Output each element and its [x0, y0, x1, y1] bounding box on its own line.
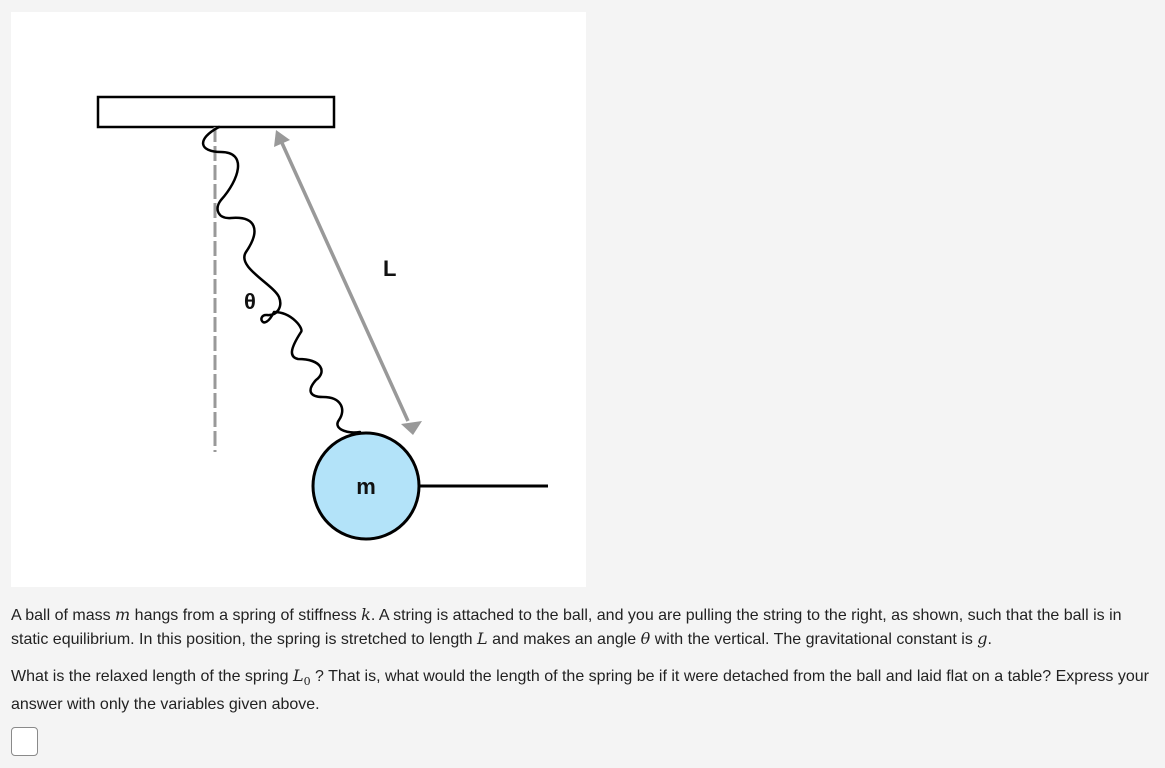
statement-text: with the vertical. The gravitational constant is — [650, 631, 978, 648]
relaxed-length-symbol: L — [292, 666, 304, 685]
question-text-part: What is the relaxed length of the spring — [11, 668, 293, 685]
length-arrow-head-bottom — [401, 421, 422, 435]
question-text-part: ? That is, what would the length of the spring be if it were detached from the ball and laid flat on a table? Express your answer with only the variables given above. — [11, 668, 1149, 714]
ceiling-support — [98, 97, 334, 127]
statement-text: and makes an angle — [487, 631, 641, 648]
angle-variable: θ — [640, 629, 651, 648]
mass-label: m — [356, 474, 376, 499]
length-arrow-shaft — [282, 143, 408, 421]
relaxed-length-variable — [292, 666, 311, 689]
angle-label: θ — [244, 289, 256, 314]
answer-input[interactable] — [11, 727, 38, 756]
figure-panel — [11, 12, 586, 587]
statement-text: . — [987, 631, 992, 648]
length-label: L — [383, 256, 397, 281]
spring-coil — [203, 127, 360, 432]
relaxed-length-subscript: 0 — [303, 675, 311, 689]
statement-text: A ball of mass — [11, 607, 116, 624]
gravity-variable: g — [977, 629, 988, 648]
pendulum-spring-diagram — [11, 12, 586, 587]
statement-text: hangs from a spring of stiffness — [130, 607, 362, 624]
mass-variable: m — [115, 605, 131, 624]
question-text — [11, 664, 1161, 716]
problem-statement — [11, 603, 1161, 651]
length-variable: L — [477, 629, 488, 648]
stiffness-variable: k — [361, 605, 371, 624]
statement-text: . A string is attached to the ball, and you are pulling the string to the right, as shown, such that the ball is in static equilibrium. In this position, the spring is stretched to length — [11, 607, 1122, 648]
